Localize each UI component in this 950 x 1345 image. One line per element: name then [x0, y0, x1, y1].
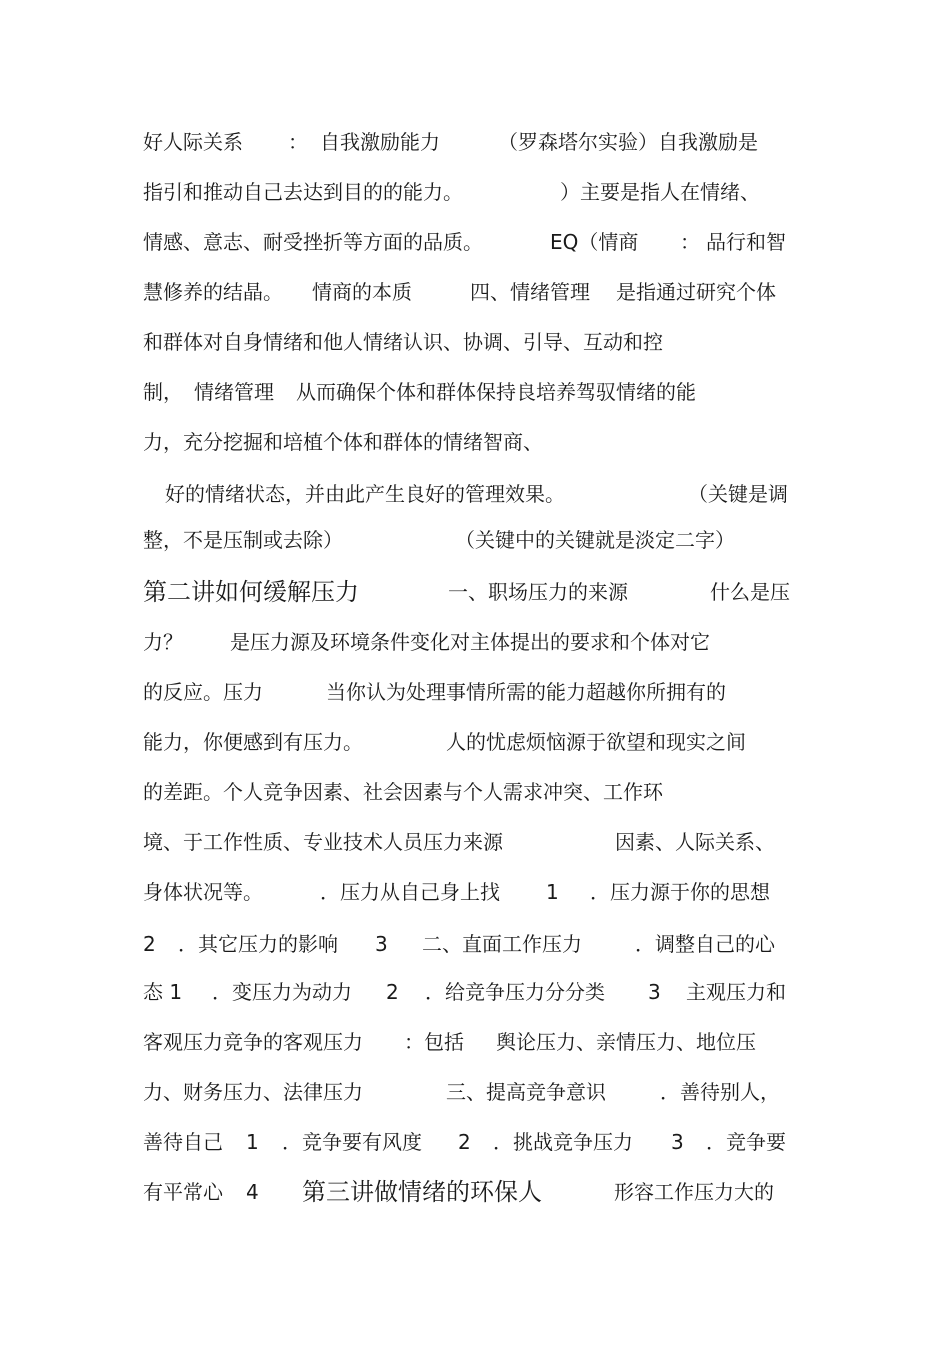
text-segment: 一、职场压力的来源: [448, 580, 628, 604]
text-segment: 舆论压力、亲情压力、地位压: [496, 1030, 756, 1054]
text-segment: 因素、人际关系、: [615, 830, 775, 854]
text-line: [0, 272, 950, 312]
text-line: [0, 474, 950, 514]
text-segment: 自我激励能力: [320, 130, 440, 154]
text-line: [0, 924, 950, 964]
text-segment: 人的忧虑烦恼源于欲望和现实之间: [446, 730, 746, 754]
text-line: [0, 572, 950, 612]
text-line: [0, 772, 950, 812]
text-segment: 好的情绪状态，并由此产生良好的管理效果。: [165, 482, 565, 506]
text-segment: 3: [375, 932, 388, 956]
text-segment: 整，不是压制或去除）: [143, 528, 343, 552]
text-segment: 情商的本质: [312, 280, 412, 304]
text-segment: 4: [246, 1180, 259, 1204]
text-segment: 的差距。个人竞争因素、社会因素与个人需求冲突、工作环: [143, 780, 663, 804]
text-segment: 2: [458, 1130, 471, 1154]
text-segment: 2: [386, 980, 399, 1004]
text-segment: 力？: [143, 630, 183, 654]
text-line: [0, 1072, 950, 1112]
text-segment: ．竞争要有风度: [282, 1130, 422, 1154]
text-segment: 二、直面工作压力: [422, 932, 582, 956]
text-segment: ）主要是指人在情绪、: [560, 180, 760, 204]
text-segment: 四、情绪管理: [470, 280, 590, 304]
text-segment: 有平常心: [143, 1180, 223, 1204]
text-segment: 力，充分挖掘和培植个体和群体的情绪智商、: [143, 430, 543, 454]
text-line: [0, 422, 950, 462]
text-segment: ．变压力为动力: [212, 980, 352, 1004]
text-segment: 好人际关系: [143, 130, 243, 154]
text-segment: 能力，你便感到有压力。: [143, 730, 363, 754]
text-segment: 情绪管理: [194, 380, 274, 404]
text-segment: 指引和推动自己去达到目的的能力。: [143, 180, 463, 204]
text-segment: 从而确保个体和群体保持良培养驾驭情绪的能: [296, 380, 696, 404]
text-segment: ：: [680, 230, 700, 254]
text-segment: ．挑战竞争压力: [493, 1130, 633, 1154]
text-segment: 慧修养的结晶。: [143, 280, 283, 304]
text-line: [0, 322, 950, 362]
text-segment: ．给竞争压力分分类: [425, 980, 605, 1004]
text-segment: 1: [546, 880, 559, 904]
text-segment: EQ（情商: [550, 230, 639, 254]
text-line: [0, 122, 950, 162]
text-segment: 善待自己: [143, 1130, 223, 1154]
text-segment: （关键是调: [688, 482, 788, 506]
text-segment: 形容工作压力大的: [614, 1180, 774, 1204]
text-segment: ：: [288, 130, 308, 154]
text-line: [0, 872, 950, 912]
text-line: [0, 822, 950, 862]
text-segment: 品行和智: [706, 230, 786, 254]
text-segment: 情感、意志、耐受挫折等方面的品质。: [143, 230, 483, 254]
text-segment: 1: [246, 1130, 259, 1154]
text-segment: 态 1: [143, 980, 183, 1004]
text-segment: ．压力从自己身上找: [320, 880, 500, 904]
text-segment: 的反应。压力: [143, 680, 263, 704]
text-segment: （罗森塔尔实验）自我激励是: [498, 130, 758, 154]
text-segment: 身体状况等。: [143, 880, 263, 904]
text-segment: 境、于工作性质、专业技术人员压力来源: [143, 830, 503, 854]
text-line: [0, 172, 950, 212]
text-segment: 什么是压: [710, 580, 790, 604]
text-line: [0, 372, 950, 412]
text-line: [0, 722, 950, 762]
text-segment: 2: [143, 932, 156, 956]
text-segment: 3: [648, 980, 661, 1004]
section-heading: 第二讲如何缓解压力: [143, 578, 359, 606]
text-segment: 力、财务压力、法律压力: [143, 1080, 363, 1104]
text-segment: （关键中的关键就是淡定二字）: [455, 528, 735, 552]
section-heading: 第三讲做情绪的环保人: [302, 1178, 542, 1206]
text-line: [0, 1172, 950, 1212]
text-segment: 主观压力和: [686, 980, 786, 1004]
text-segment: 3: [671, 1130, 684, 1154]
text-segment: 是压力源及环境条件变化对主体提出的要求和个体对它: [230, 630, 710, 654]
text-segment: 客观压力竞争的客观压力: [143, 1030, 363, 1054]
text-segment: ．压力源于你的思想: [590, 880, 770, 904]
text-segment: ．其它压力的影响: [178, 932, 338, 956]
text-line: [0, 672, 950, 712]
text-line: [0, 1022, 950, 1062]
text-segment: 制，: [143, 380, 183, 404]
text-line: [0, 1122, 950, 1162]
text-segment: ．调整自己的心: [635, 932, 775, 956]
text-segment: ．善待别人，: [660, 1080, 780, 1104]
text-segment: 三、提高竞争意识: [446, 1080, 606, 1104]
text-line: [0, 222, 950, 262]
text-segment: 当你认为处理事情所需的能力超越你所拥有的: [326, 680, 726, 704]
text-line: [0, 622, 950, 662]
text-segment: ：包括: [404, 1030, 464, 1054]
text-line: [0, 520, 950, 560]
text-segment: 和群体对自身情绪和他人情绪认识、协调、引导、互动和控: [143, 330, 663, 354]
text-segment: 是指通过研究个体: [616, 280, 776, 304]
text-segment: ．竞争要: [706, 1130, 786, 1154]
text-line: [0, 972, 950, 1012]
